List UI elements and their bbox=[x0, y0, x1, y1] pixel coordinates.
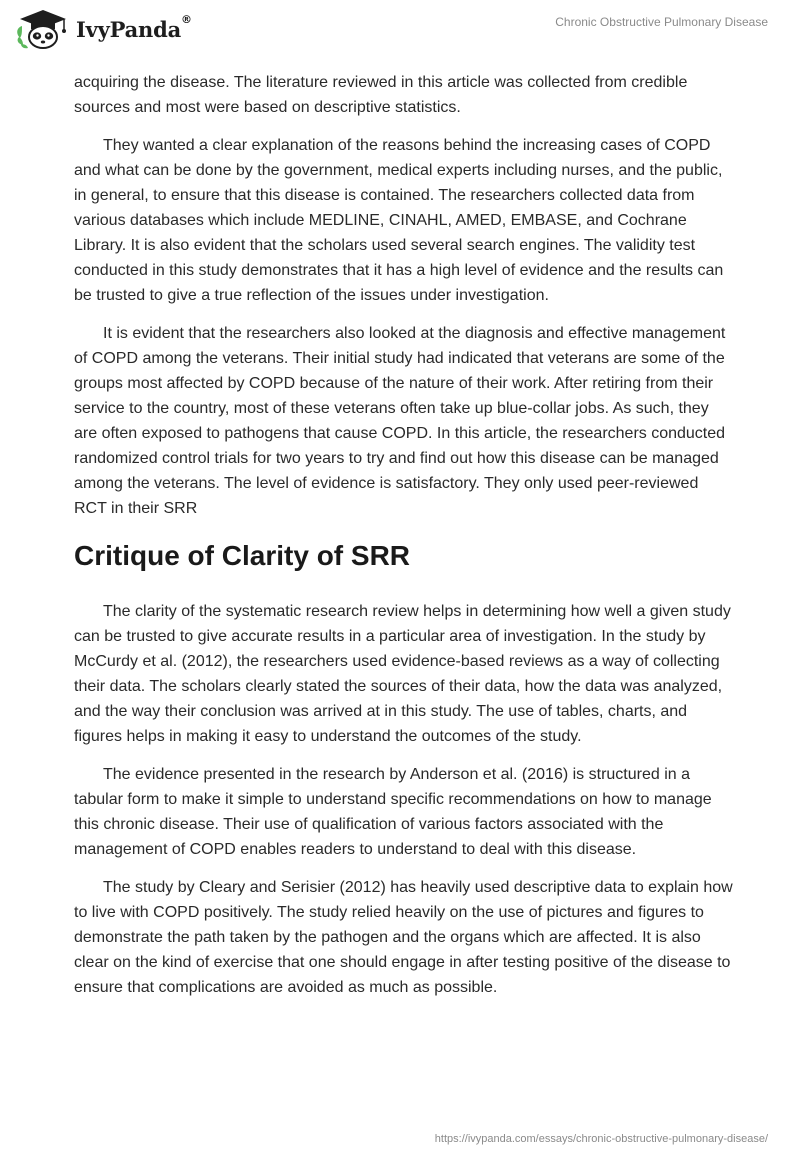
paragraph: They wanted a clear explanation of the reasons behind the increasing cases of COPD and what can be done by the government, medical experts including nurses, and the public, in general, to ensure that this disease is contained. The researchers collected data from various databases which include MEDLINE, CINAHL, AMED, EMBASE, and Cochrane Library. It is also evident that the scholars used several search engines. The validity test conducted in this study demonstrates that it has a high level of evidence and the results can be trusted to give a true reflection of the issues under investigation. bbox=[74, 137, 724, 304]
panda-graduate-icon bbox=[14, 8, 72, 50]
source-url-link[interactable]: https://ivypanda.com/essays/chronic-obstructive-pulmonary-disease/ bbox=[434, 1133, 768, 1145]
paragraph: acquiring the disease. The literature reviewed in this article was collected from credible sources and most were based on descriptive statistics. bbox=[74, 74, 688, 116]
paragraph: The clarity of the systematic research review helps in determining how well a given study can be trusted to give accurate results in a particular area of investigation. In the study by McCurdy et al. (2012), the researchers used evidence-based reviews as a way of collecting their data. The scholars clearly stated the sources of their data, how the data was analyzed, and the way their conclusion was arrived at in this study. The use of tables, charts, and figures helps in making it easy to understand the outcomes of the study. bbox=[74, 603, 731, 745]
page-header bbox=[0, 0, 800, 60]
brand-name: IvyPanda® bbox=[76, 12, 192, 42]
paragraph: The evidence presented in the research by Anderson et al. (2016) is structured in a tabular form to make it simple to understand specific recommendations on how to manage this chronic disease. Their use of qualification of various factors associated with the management of COPD enables readers to understand to deal with this disease. bbox=[74, 766, 712, 858]
brand-logo[interactable] bbox=[14, 8, 192, 50]
paragraph: The study by Cleary and Serisier (2012) has heavily used descriptive data to explain how to live with COPD positively. The study relied heavily on the use of pictures and figures to demonstrate the path taken by the pathogen and the organs which are affected. It is also clear on the kind of exercise that one should engage in after testing positive of the disease to ensure that complications are avoided as much as possible. bbox=[74, 879, 733, 996]
paragraph: It is evident that the researchers also looked at the diagnosis and effective management of COPD among the veterans. Their initial study had indicated that veterans are some of the groups most affected by COPD because of the nature of their work. After retiring from their service to the country, most of these veterans often take up blue-collar jobs. As such, they are often exposed to pathogens that cause COPD. In this article, the researchers conducted randomized control trials for two years to try and find out how this disease can be managed among the veterans. The level of evidence is satisfactory. They only used peer-reviewed RCT in their SRR bbox=[74, 325, 726, 517]
document-title: Chronic Obstructive Pulmonary Disease bbox=[555, 15, 768, 29]
section-heading: Critique of Clarity of SRR bbox=[74, 540, 411, 571]
article-body bbox=[74, 70, 734, 1013]
registered-mark: ® bbox=[181, 12, 192, 26]
